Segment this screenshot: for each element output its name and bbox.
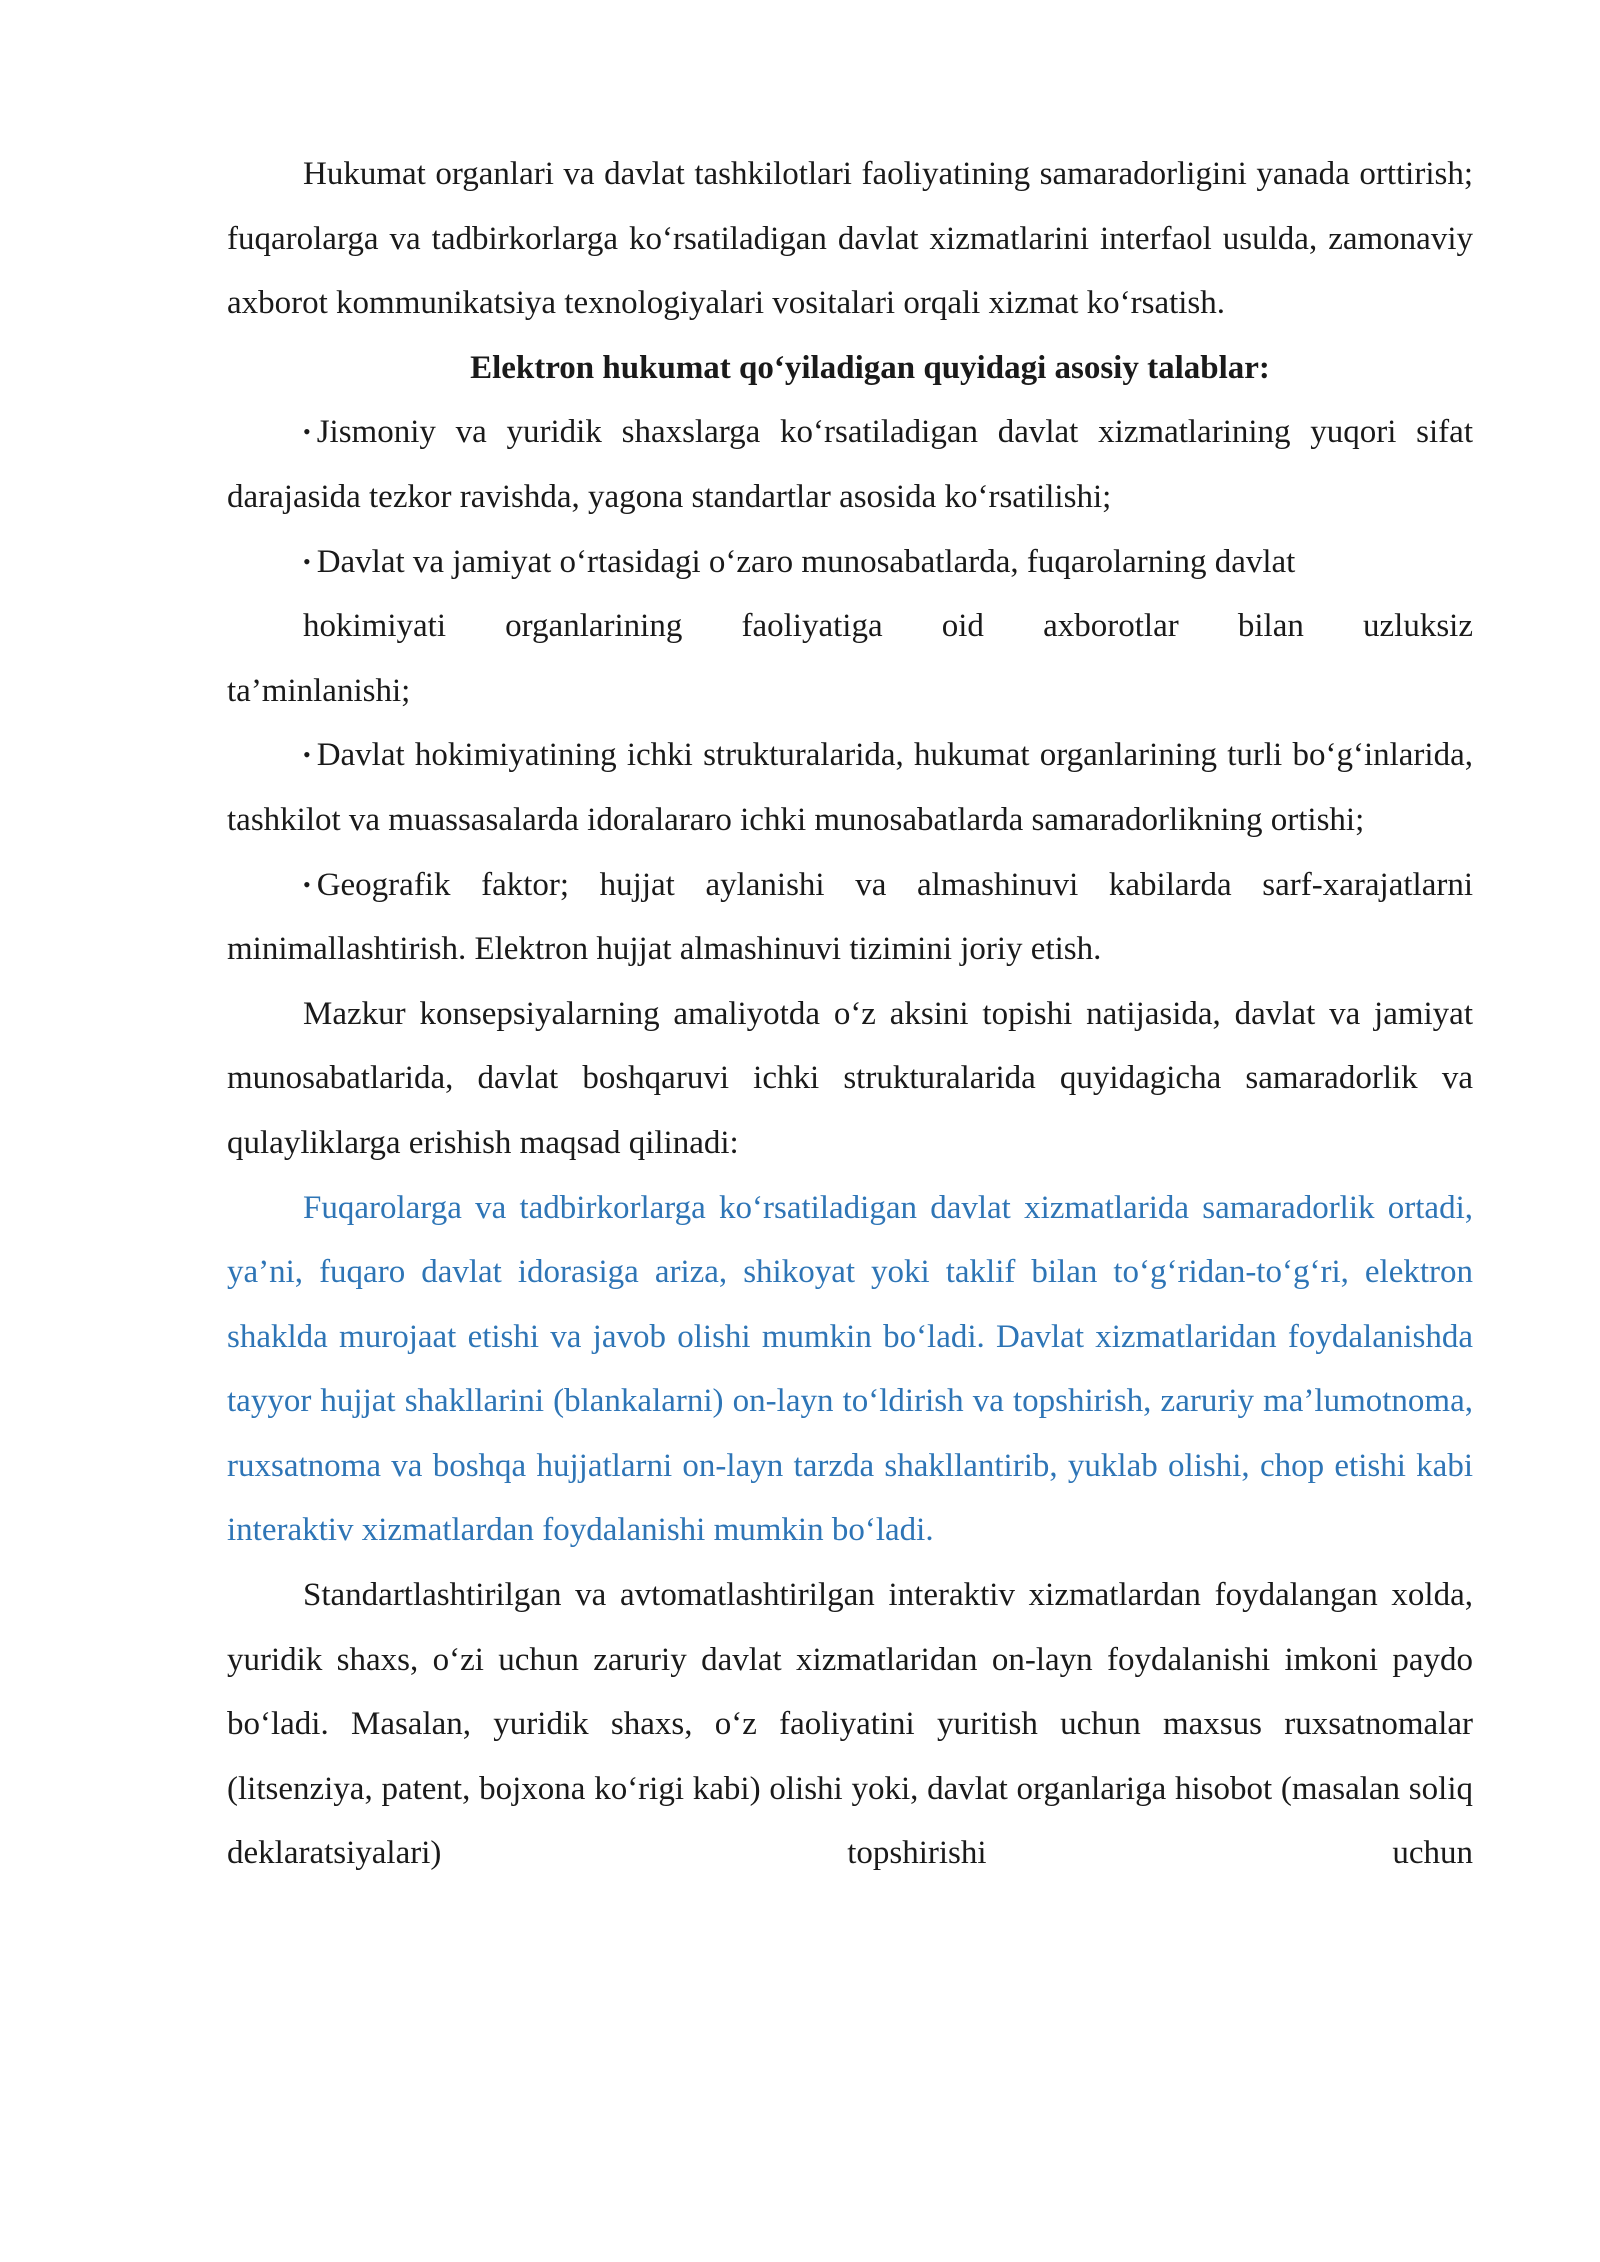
- bullet-item-3-text: Davlat hokimiyatining ichki strukturalarida, hukumat organlarining turli bo‘g‘inlarida, tashkilot va muassasalarda idoralararo ichki munosabatlarda samaradorlikning ortishi;: [227, 737, 1473, 838]
- paragraph-intro: Hukumat organlari va davlat tashkilotlari faoliyatining samaradorligini yanada orttirish; fuqarolarga va tadbirkorlarga ko‘rsatiladigan davlat xizmatlarini interfaol usulda, zamonaviy axborot kommunikatsiya texnologiyalari vositalari orqali xizmat ko‘rsatish.: [227, 156, 1473, 322]
- section-heading: Elektron hukumat qo‘yiladigan quyidagi asosiy talablar:: [470, 349, 1270, 386]
- bullet-item-4: [227, 853, 1473, 982]
- document-page: [227, 142, 1473, 1886]
- bullet-icon: •: [303, 419, 311, 445]
- bullet-icon: •: [303, 742, 311, 768]
- bullet-item-2-line-3: ta’minlanishi;: [227, 672, 411, 709]
- bullet-icon: •: [303, 871, 311, 897]
- bullet-item-2: [227, 530, 1473, 724]
- bullet-item-2-line-1-text: Davlat va jamiyat o‘rtasidagi o‘zaro munosabatlarda, fuqarolarning davlat: [316, 543, 1296, 580]
- paragraph-highlighted: Fuqarolarga va tadbirkorlarga ko‘rsatiladigan davlat xizmatlarida samaradorlik ortadi, ya’ni, fuqaro davlat idorasiga ariza, shikoyat yoki taklif bilan to‘g‘ridan-to‘g‘ri, elektron shaklda murojaat etishi va javob olishi mumkin bo‘ladi. Davlat xizmatlaridan foydalanishda tayyor hujjat shakllarini (blankalarni) on-layn to‘ldirish va topshirish, zaruriy ma’lumotnoma, ruxsatnoma va boshqa hujjatlarni on-layn tarzda shakllantirib, yuklab olishi, chop etishi kabi interaktiv xizmatlardan foydalanishi mumkin bo‘ladi.: [227, 1189, 1473, 1549]
- bullet-item-3: [227, 723, 1473, 852]
- bullet-item-2-line-2: hokimiyati organlarining faoliyatiga oid axborotlar bilan uzluksiz: [303, 608, 1473, 645]
- bullet-item-4-text: Geografik faktor; hujjat aylanishi va almashinuvi kabilarda sarf-xarajatlarni minimallashtirish. Elektron hujjat almashinuvi tizimini joriy etish.: [227, 866, 1473, 968]
- paragraph-standardized: Standartlashtirilgan va avtomatlashtirilgan interaktiv xizmatlardan foydalangan xolda, yuridik shaxs, o‘zi uchun zaruriy davlat xizmatlaridan on-layn foydalanishi imkoni paydo bo‘ladi. Masalan, yuridik shaxs, o‘z faoliyatini yuritish uchun maxsus ruxsatnomalar (litsenziya, patent, bojxona ko‘rigi kabi) olishi yoki, davlat organlariga hisobot (masalan soliq deklaratsiyalari) topshirishi uchun: [227, 1577, 1473, 1872]
- paragraph-concepts: Mazkur konsepsiyalarning amaliyotda o‘z aksini topishi natijasida, davlat va jamiyat munosabatlarida, davlat boshqaruvi ichki strukturalarida quyidagicha samaradorlik va qulayliklarga erishish maqsad qilinadi:: [227, 995, 1473, 1161]
- bullet-item-1-text: Jismoniy va yuridik shaxslarga ko‘rsatiladigan davlat xizmatlarining yuqori sifat darajasida tezkor ravishda, yagona standartlar asosida ko‘rsatilishi;: [227, 414, 1473, 515]
- bullet-item-1: [227, 400, 1473, 529]
- bullet-item-2-line-1: [227, 530, 1473, 595]
- bullet-icon: •: [303, 548, 311, 574]
